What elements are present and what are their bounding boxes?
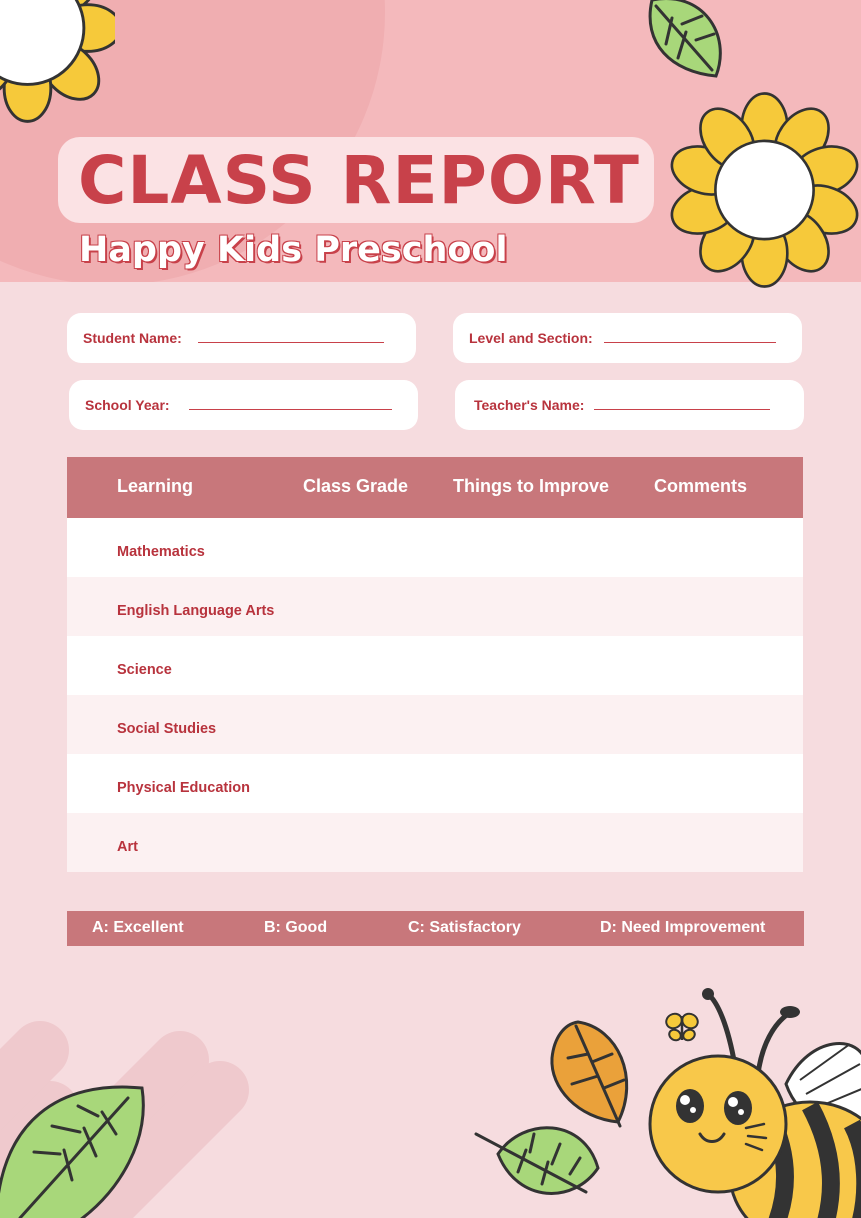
table-header xyxy=(67,457,803,518)
subject-label: Art xyxy=(117,839,138,855)
school-year-label: School Year: xyxy=(85,397,170,413)
header-class-grade: Class Grade xyxy=(303,476,409,496)
table-row[interactable] xyxy=(67,577,803,636)
legend-good: B: Good xyxy=(264,919,328,936)
subject-label: Physical Education xyxy=(117,780,250,796)
level-section-field[interactable] xyxy=(453,313,802,363)
header-comments: Comments xyxy=(654,476,748,496)
school-year-field[interactable] xyxy=(69,380,418,430)
subject-label: English Language Arts xyxy=(117,603,275,619)
sunflower-icon xyxy=(0,0,115,155)
teacher-name-label: Teacher's Name: xyxy=(474,397,585,413)
subject-label: Social Studies xyxy=(117,721,217,737)
grade-legend xyxy=(67,911,804,946)
teacher-name-field[interactable] xyxy=(455,380,804,430)
student-name-label: Student Name: xyxy=(83,330,182,346)
school-name: Happy Kids Preschool xyxy=(79,230,508,270)
school-year-line[interactable] xyxy=(189,409,392,410)
leaf-icon xyxy=(0,1080,150,1218)
table-row[interactable] xyxy=(67,636,803,695)
level-section-line[interactable] xyxy=(604,342,776,343)
bee-icon xyxy=(640,984,861,1218)
subject-label: Mathematics xyxy=(117,544,205,560)
sunflower-icon xyxy=(668,80,861,300)
autumn-leaf-icon xyxy=(548,1018,632,1130)
header-learning: Learning xyxy=(117,476,194,496)
leaf-icon xyxy=(642,0,728,84)
student-name-field[interactable] xyxy=(67,313,416,363)
table-body xyxy=(67,518,803,872)
subject-label: Science xyxy=(117,662,172,678)
table-row[interactable] xyxy=(67,518,803,577)
leaf-icon xyxy=(474,1118,602,1208)
legend-excellent: A: Excellent xyxy=(92,919,184,936)
page-title: CLASS REPORT xyxy=(78,142,640,219)
header-things-to-improve: Things to Improve xyxy=(453,476,610,496)
table-row[interactable] xyxy=(67,695,803,754)
table-row[interactable] xyxy=(67,813,803,872)
level-section-label: Level and Section: xyxy=(469,330,593,346)
legend-need-improvement: D: Need Improvement xyxy=(600,919,766,936)
student-name-line[interactable] xyxy=(198,342,384,343)
teacher-name-line[interactable] xyxy=(594,409,770,410)
grades-table xyxy=(67,457,803,872)
table-row[interactable] xyxy=(67,754,803,813)
legend-satisfactory: C: Satisfactory xyxy=(408,919,521,936)
